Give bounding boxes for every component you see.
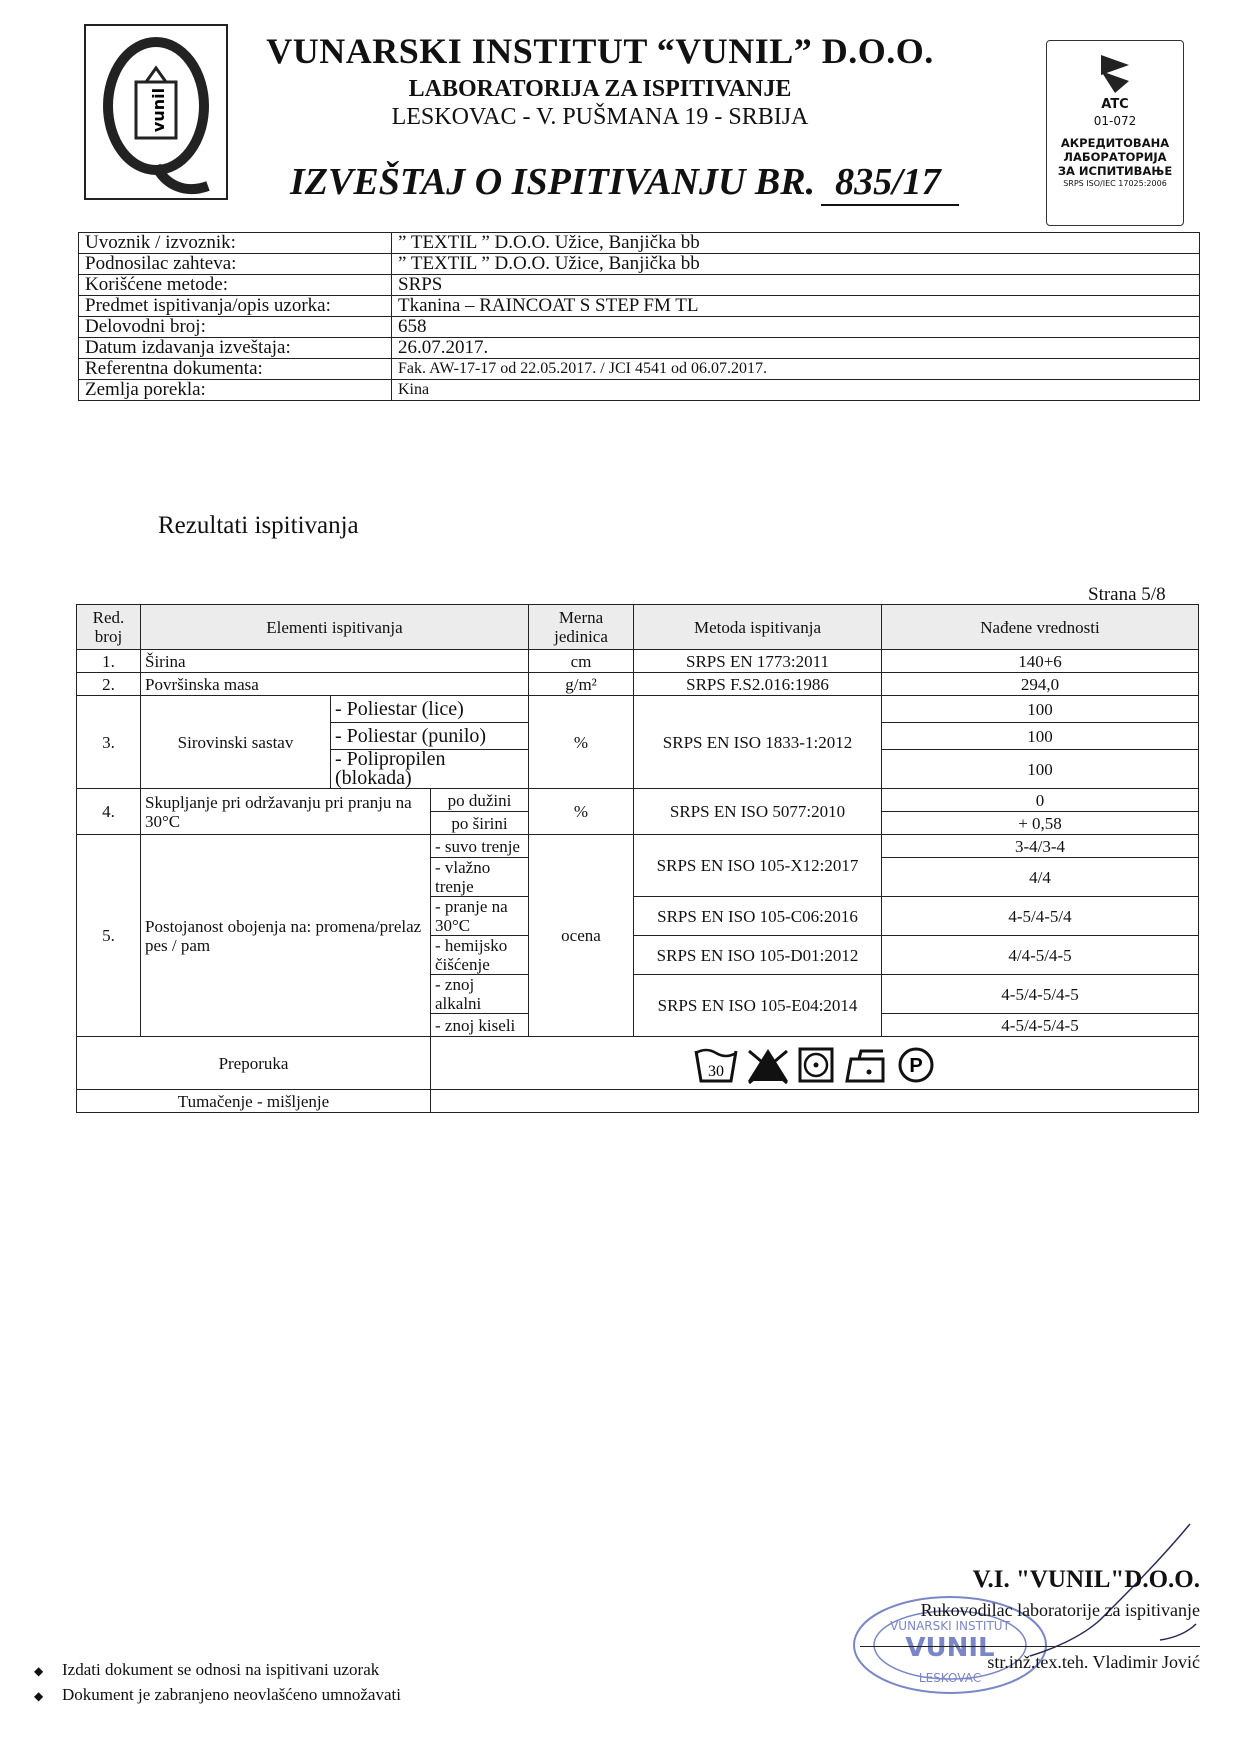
table-row [77, 835, 1199, 858]
footer-note [34, 1658, 401, 1683]
results-table [76, 604, 1199, 1113]
info-value: ” TEXTIL ” D.O.O. Užice, Banjička bb [392, 233, 1200, 254]
row-method: SRPS F.S2.016:1986 [634, 673, 882, 696]
info-label: Podnosilac zahteva: [79, 254, 392, 275]
svg-text:30: 30 [707, 1063, 724, 1080]
footer-note [34, 1683, 401, 1708]
care-symbols [435, 1041, 1194, 1085]
recommendation-label: Preporuka [77, 1037, 431, 1090]
svg-text:LESKOVAC: LESKOVAC [918, 1671, 982, 1685]
row-method: SRPS EN 1773:2011 [634, 650, 882, 673]
row-unit: ocena [529, 835, 634, 1037]
row-number: 3. [77, 696, 141, 789]
iron-icon [843, 1045, 889, 1085]
info-row [79, 317, 1200, 338]
report-title-text: IZVEŠTAJ O ISPITIVANJU BR. [290, 161, 816, 203]
row-number: 4. [77, 789, 141, 835]
row-value: 0 [882, 789, 1199, 812]
row-value: 100 [882, 750, 1199, 789]
row-value: 4/4-5/4-5 [882, 936, 1199, 975]
institute-name: VUNARSKI INSTITUT “VUNIL” D.O.O. [266, 31, 934, 71]
row-method: SRPS EN ISO 105-D01:2012 [634, 936, 882, 975]
info-row [79, 338, 1200, 359]
bullet-icon: ◆ [34, 1664, 44, 1678]
col-header-unit: Merna jedinica [529, 605, 634, 650]
info-label: Zemlja porekla: [79, 380, 392, 401]
info-value: 26.07.2017. [392, 338, 1200, 359]
signature-role: Rukovodilac laboratorije za ispitivanje [920, 1600, 1200, 1620]
table-row [77, 650, 1199, 673]
info-value: Fak. AW-17-17 od 22.05.2017. / JCI 4541 od 06.07.2017. [392, 359, 1200, 380]
row-method: SRPS EN ISO 5077:2010 [634, 789, 882, 835]
fastness-test: - vlažno trenje [431, 858, 529, 897]
fastness-test: - suvo trenje [431, 835, 529, 858]
wash-30-icon [693, 1045, 739, 1085]
row-value: 140+6 [882, 650, 1199, 673]
row-element: Površinska masa [141, 673, 529, 696]
info-row [79, 275, 1200, 296]
fastness-test: - znoj alkalni [431, 975, 529, 1014]
col-header-value: Nađene vrednosti [882, 605, 1199, 650]
row-number: 1. [77, 650, 141, 673]
signer-name: str.inž.tex.teh. Vladimir Jović [987, 1652, 1200, 1672]
shrinkage-direction: po širini [431, 812, 529, 835]
atc-line-3: ЗА ИСПИТИВАЊЕ [1057, 164, 1173, 178]
info-table [78, 232, 1200, 401]
info-value: SRPS [392, 275, 1200, 296]
row-value: 4-5/4-5/4 [882, 897, 1199, 936]
table-row [77, 673, 1199, 696]
info-label: Datum izdavanja izveštaja: [79, 338, 392, 359]
row-element: Skupljanje pri održavanju pri pranju na 30°C [141, 789, 431, 835]
svg-text:VUNIL: VUNIL [905, 1633, 995, 1663]
row-method: SRPS EN ISO 105-E04:2014 [634, 975, 882, 1037]
fastness-test: - znoj kiseli [431, 1014, 529, 1037]
interpretation-value [431, 1090, 1199, 1113]
info-value: Kina [392, 380, 1200, 401]
row-value: 3-4/3-4 [882, 835, 1199, 858]
atc-number: 01-072 [1093, 114, 1137, 128]
row-method: SRPS EN ISO 105-C06:2016 [634, 897, 882, 936]
info-row [79, 233, 1200, 254]
footer-notes [34, 1658, 401, 1708]
info-value: Tkanina – RAINCOAT S STEP FM TL [392, 296, 1200, 317]
svg-text:VUNARSKI INSTITUT: VUNARSKI INSTITUT [890, 1619, 1010, 1633]
info-label: Referentna dokumenta: [79, 359, 392, 380]
row-value: 100 [882, 696, 1199, 723]
row-value: + 0,58 [882, 812, 1199, 835]
row-element: Širina [141, 650, 529, 673]
svg-text:vunil: vunil [149, 87, 168, 133]
info-row [79, 296, 1200, 317]
table-row [77, 789, 1199, 812]
signature-company: V.I. "VUNIL"D.O.O. [972, 1566, 1200, 1593]
info-row [79, 380, 1200, 401]
info-label: Delovodni broj: [79, 317, 392, 338]
info-label: Uvoznik / izvoznik: [79, 233, 392, 254]
row-method: SRPS EN ISO 105-X12:2017 [634, 835, 882, 897]
row-value: 100 [882, 723, 1199, 750]
col-header-element: Elementi ispitivanja [141, 605, 529, 650]
col-header-method: Metoda ispitivanja [634, 605, 882, 650]
composition-item: - Poliestar (lice) [331, 696, 529, 723]
institute-logo [84, 24, 228, 200]
no-bleach-icon [745, 1045, 791, 1085]
fastness-test: - pranje na 30°C [431, 897, 529, 936]
address: LESKOVAC - V. PUŠMANA 19 - SRBIJA [391, 104, 809, 130]
row-value: 4/4 [882, 858, 1199, 897]
row-element: Postojanost obojenja na: promena/prelaz pes / pam [141, 835, 431, 1037]
dry-clean-p-icon [895, 1045, 937, 1085]
shrinkage-direction: po dužini [431, 789, 529, 812]
atc-code: ATC [1101, 97, 1129, 112]
care-symbols-cell [431, 1037, 1199, 1090]
accreditation-badge [1046, 40, 1184, 226]
col-header-no: Red. broj [77, 605, 141, 650]
row-number: 5. [77, 835, 141, 1037]
table-row [77, 696, 1199, 723]
info-row [79, 254, 1200, 275]
atc-line-2: ЛАБОРАТОРИЈА [1063, 150, 1167, 164]
report-number: 835/17 [821, 160, 959, 206]
info-label: Predmet ispitivanja/opis uzorka: [79, 296, 392, 317]
row-value: 294,0 [882, 673, 1199, 696]
row-unit: g/m² [529, 673, 634, 696]
row-unit: % [529, 696, 634, 789]
fastness-test: - hemijsko čišćenje [431, 936, 529, 975]
footer-note-text: Izdati dokument se odnosi na ispitivani uzorak [62, 1660, 380, 1679]
atc-logo-icon [1095, 51, 1135, 95]
row-value: 4-5/4-5/4-5 [882, 975, 1199, 1014]
svg-text:P: P [908, 1055, 923, 1077]
info-value: ” TEXTIL ” D.O.O. Užice, Banjička bb [392, 254, 1200, 275]
row-element: Sirovinski sastav [141, 696, 331, 789]
interpretation-label: Tumačenje - mišljenje [77, 1090, 431, 1113]
row-value: 4-5/4-5/4-5 [882, 1014, 1199, 1037]
composition-item: - Polipropilen (blokada) [331, 750, 529, 789]
info-value: 658 [392, 317, 1200, 338]
signature-line [860, 1646, 1200, 1647]
info-row [79, 359, 1200, 380]
results-heading: Rezultati ispitivanja [158, 512, 359, 539]
results-header-row [77, 605, 1199, 650]
page-number: Strana 5/8 [1088, 584, 1166, 605]
atc-standard: SRPS ISO/IEC 17025:2006 [1063, 179, 1167, 188]
row-number: 2. [77, 673, 141, 696]
bullet-icon: ◆ [34, 1689, 44, 1703]
composition-item: - Poliestar (punilo) [331, 723, 529, 750]
info-label: Korišćene metode: [79, 275, 392, 296]
interpretation-row [77, 1090, 1199, 1113]
footer-note-text: Dokument je zabranjeno neovlašćeno umnožavati [62, 1685, 401, 1704]
recommendation-row [77, 1037, 1199, 1090]
row-unit: % [529, 789, 634, 835]
atc-line-1: АКРЕДИТОВАНА [1060, 136, 1170, 150]
lab-name: LABORATORIJA ZA ISPITIVANJE [408, 76, 792, 102]
row-unit: cm [529, 650, 634, 673]
report-title [290, 160, 959, 206]
row-method: SRPS EN ISO 1833-1:2012 [634, 696, 882, 789]
tumble-dry-icon [797, 1045, 837, 1085]
